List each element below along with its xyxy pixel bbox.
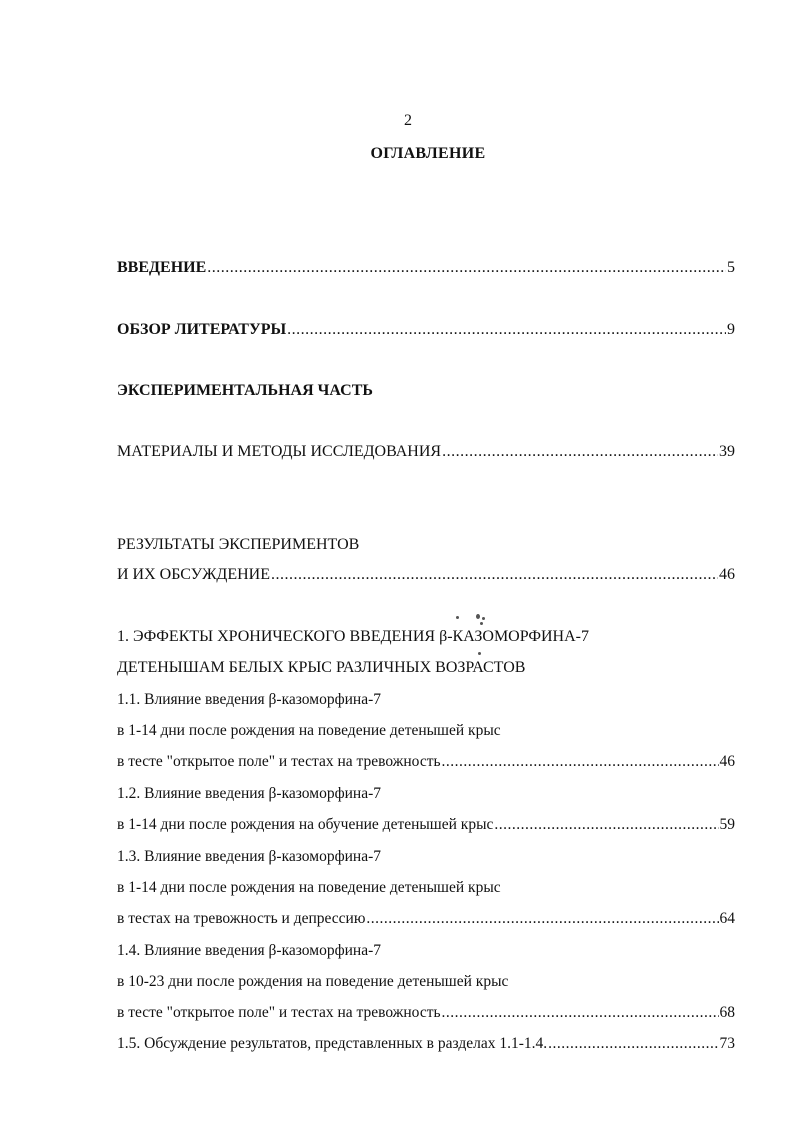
toc-entry-label: в 1-14 дни после рождения на обучение детенышей крыс: [117, 816, 494, 833]
toc-page-number: 39: [719, 443, 735, 460]
toc-entry-1-4[interactable]: [117, 1002, 735, 1024]
toc-entry-label: ВВЕДЕНИЕ: [117, 259, 207, 276]
toc-page-number: 59: [719, 816, 735, 833]
toc-page-number: 64: [719, 910, 735, 927]
page-title: ОГЛАВЛЕНИЕ: [370, 145, 486, 162]
dot-leader: [442, 441, 718, 463]
toc-entry-1-4-line1: 1.4. Влияние введения β-казоморфина-7: [117, 942, 381, 959]
toc-entry-1-1[interactable]: [117, 751, 735, 773]
toc-entry-literature-review[interactable]: [117, 319, 735, 341]
toc-entry-label: ОБЗОР ЛИТЕРАТУРЫ: [117, 321, 287, 338]
toc-entry-1-1-line2: в 1-14 дни после рождения на поведение детенышей крыс: [117, 722, 501, 739]
toc-page-number: 9: [727, 321, 735, 338]
page-number: 2: [404, 112, 412, 129]
toc-page-number: 68: [719, 1004, 735, 1021]
toc-chapter-heading-line2: ДЕТЕНЫШАМ БЕЛЫХ КРЫС РАЗЛИЧНЫХ ВОЗРАСТОВ: [117, 659, 526, 676]
toc-entry-1-2[interactable]: [117, 814, 735, 836]
toc-entry-label: 1.5. Обсуждение результатов, представленных в разделах 1.1-1.4.: [117, 1035, 548, 1052]
toc-entry-introduction[interactable]: [117, 257, 735, 279]
dot-leader: [548, 1033, 718, 1055]
dot-leader: [207, 257, 726, 279]
scan-specks: [455, 612, 495, 662]
toc-page-number: 5: [727, 259, 735, 276]
dot-leader: [494, 814, 718, 836]
dot-leader: [366, 908, 718, 930]
toc-entry-label: в тесте "открытое поле" и тестах на тревожность: [117, 1004, 441, 1021]
toc-entry-results[interactable]: [117, 564, 735, 586]
toc-page-number: 46: [719, 566, 735, 583]
toc-entry-1-5[interactable]: [117, 1033, 735, 1055]
dot-leader: [442, 751, 719, 773]
toc-entry-1-2-line1: 1.2. Влияние введения β-казоморфина-7: [117, 785, 381, 802]
toc-chapter-heading-line1: 1. ЭФФЕКТЫ ХРОНИЧЕСКОГО ВВЕДЕНИЯ β-КАЗОМОРФИНА-7: [117, 628, 589, 645]
toc-entry-label: МАТЕРИАЛЫ И МЕТОДЫ ИССЛЕДОВАНИЯ: [117, 443, 442, 460]
toc-entry-1-4-line2: в 10-23 дни после рождения на поведение детенышей крыс: [117, 973, 509, 990]
toc-entry-label: в тестах на тревожность и депрессию: [117, 910, 366, 927]
dot-leader: [271, 564, 718, 586]
toc-entry-1-3-line2: в 1-14 дни после рождения на поведение детенышей крыс: [117, 879, 501, 896]
toc-entry-1-3[interactable]: [117, 908, 735, 930]
toc-entry-1-1-line1: 1.1. Влияние введения β-казоморфина-7: [117, 691, 381, 708]
toc-page-number: 73: [719, 1035, 735, 1052]
dot-leader: [287, 319, 726, 341]
toc-entry-1-3-line1: 1.3. Влияние введения β-казоморфина-7: [117, 848, 381, 865]
toc-entry-materials-methods[interactable]: [117, 441, 735, 463]
toc-entry-results-line1: РЕЗУЛЬТАТЫ ЭКСПЕРИМЕНТОВ: [117, 536, 360, 553]
toc-section-heading: ЭКСПЕРИМЕНТАЛЬНАЯ ЧАСТЬ: [117, 382, 373, 399]
toc-entry-label: в тесте "открытое поле" и тестах на тревожность: [117, 753, 441, 770]
toc-entry-label: И ИХ ОБСУЖДЕНИЕ: [117, 566, 270, 583]
toc-page-number: 46: [719, 753, 735, 770]
dot-leader: [442, 1002, 719, 1024]
